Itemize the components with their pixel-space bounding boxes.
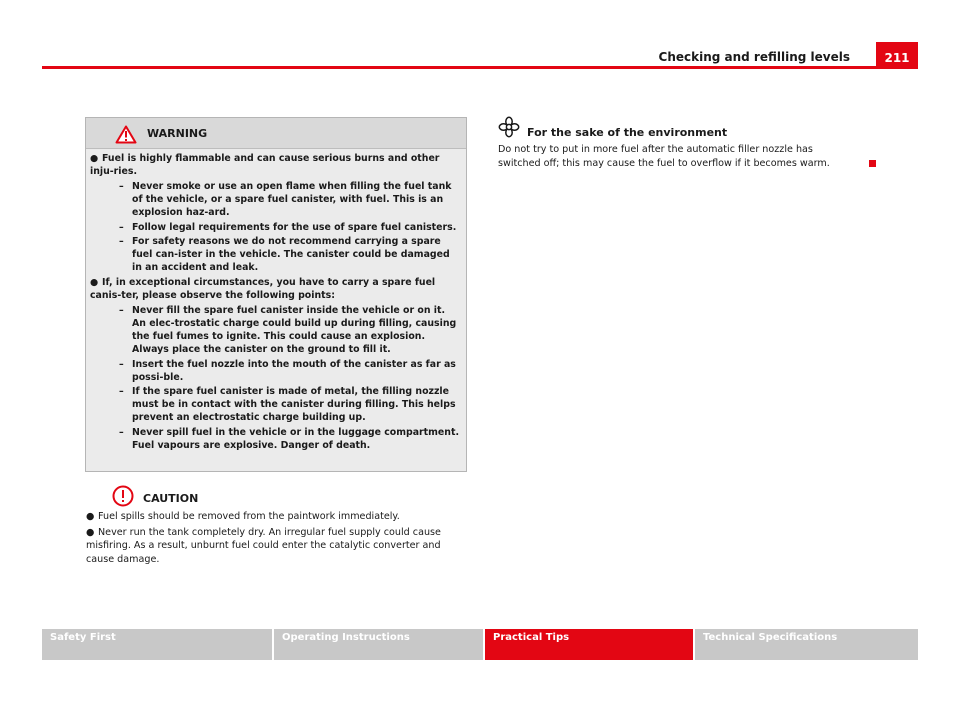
caution-item-text: Never run the tank completely dry. An irregular fuel supply could cause misfiring. As a result, unburnt fuel could enter the catalytic converter and cause damage. (86, 526, 441, 565)
warning-subitem-text: For safety reasons we do not recommend carrying a spare fuel can-ister in the vehicle. The canister could be damaged in an accident and leak. (132, 236, 450, 274)
warning-subitem-text: Never fill the spare fuel canister inside the vehicle or on it. An elec-trostatic charge could build up during filling, causing the fuel fumes to ignite. This could cause an explosion. Always place the canister on the ground to fill it. (132, 304, 457, 355)
section-title: Checking and refilling levels (658, 50, 850, 64)
warning-header (86, 118, 466, 149)
caution-item (86, 510, 468, 524)
warning-item (90, 277, 460, 303)
bullet-glyph: ● (86, 526, 95, 538)
dash-glyph: – (119, 304, 124, 316)
warning-subitem (90, 305, 460, 357)
caution-body (86, 510, 468, 568)
tab-safety-first[interactable]: Safety First (42, 629, 274, 660)
dash-glyph: – (119, 180, 124, 192)
warning-subitem-text: Insert the fuel nozzle into the mouth of the canister as far as possi-ble. (132, 358, 456, 383)
warning-title: WARNING (147, 127, 208, 140)
dash-glyph: – (119, 221, 124, 233)
warning-body (86, 149, 466, 471)
tab-practical-tips[interactable]: Practical Tips (485, 629, 695, 660)
environment-title: For the sake of the environment (527, 126, 728, 139)
caution-circle-icon (112, 485, 134, 511)
warning-subitem (90, 386, 460, 425)
bullet-glyph: ● (90, 277, 99, 289)
warning-item-text: If, in exceptional circumstances, you have to carry a spare fuel canis-ter, please observe the following points: (90, 277, 436, 302)
warning-subitem-text: Follow legal requirements for the use of spare fuel canisters. (132, 221, 457, 233)
dash-glyph: – (119, 358, 124, 370)
warning-subitem-text: Never smoke or use an open flame when filling the fuel tank of the vehicle, or a spare fuel canister, with fuel. This is an explosion haz-ard. (132, 180, 452, 218)
footer-tabs (42, 629, 918, 660)
warning-box (85, 117, 467, 472)
warning-subitem-text: Never spill fuel in the vehicle or in the luggage compartment. Fuel vapours are explosive. Danger of death. (132, 427, 460, 452)
warning-subitem (90, 222, 460, 235)
bullet-glyph: ● (86, 511, 95, 522)
tab-operating-instructions[interactable]: Operating Instructions (274, 629, 485, 660)
caution-item (86, 526, 468, 567)
warning-subitem (90, 181, 460, 220)
bullet-glyph: ● (90, 153, 99, 164)
header-rule (42, 66, 918, 69)
warning-triangle-icon (115, 125, 137, 148)
tab-technical-specifications[interactable]: Technical Specifications (695, 629, 918, 660)
caution-title: CAUTION (143, 492, 199, 505)
warning-item (90, 153, 460, 179)
warning-subitem (90, 427, 460, 453)
caution-item-text: Fuel spills should be removed from the paintwork immediately. (98, 511, 400, 522)
section-end-marker (869, 160, 876, 167)
environment-flower-icon (498, 116, 520, 142)
dash-glyph: – (119, 427, 124, 439)
dash-glyph: – (119, 236, 124, 248)
page-number: 211 (876, 42, 918, 68)
warning-subitem (90, 236, 460, 275)
warning-item-text: Fuel is highly flammable and can cause serious burns and other inju-ries. (90, 153, 440, 177)
warning-subitem-text: If the spare fuel canister is made of metal, the filling nozzle must be in contact with the canister during filling. This helps prevent an electrostatic charge building up. (132, 386, 456, 424)
warning-subitem (90, 359, 460, 385)
environment-text: Do not try to put in more fuel after the automatic filler nozzle has switched off; this may cause the fuel to overflow if it becomes warm. (498, 144, 830, 169)
dash-glyph: – (119, 386, 124, 398)
